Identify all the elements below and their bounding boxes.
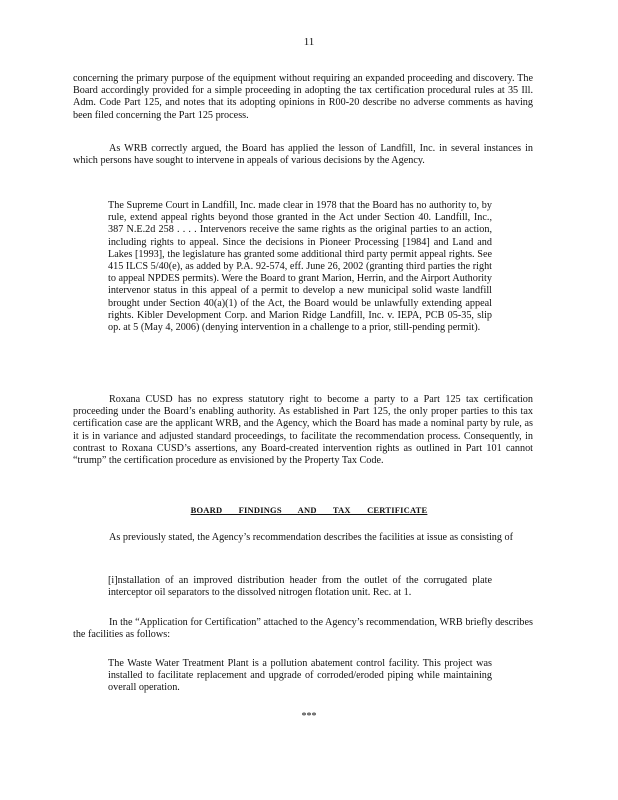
- section-break-stars: ***: [301, 711, 317, 722]
- page-number: 11: [303, 36, 315, 48]
- paragraph-roxana-cusd: Roxana CUSD has no express statutory right to become a party to a Part 125 tax certification proceeding under the Board’s enabling authority. As established in Part 125, the only proper parties to this tax certification case are the applicant WRB, and the Agency, which the Board has made a nominal party by rule, as it is in variance and adjusted standard proceedings, to facilitate the recommendation process. Consequently, in contrast to Roxana CUSD’s assertions, any Board-created intervention rights as outlined in Part 101 cannot “trump” the certification procedure as envisioned by the Property Tax Code.: [73, 394, 533, 467]
- block-quote-waste-water-plant: The Waste Water Treatment Plant is a pollution abatement control facility. This project was installed to facilitate replacement and upgrade of corroded/eroded piping while maintaining overall operation.: [108, 658, 492, 694]
- block-quote-installation: [i]nstallation of an improved distribution header from the outlet of the corrugated plate interceptor oil separators to the dissolved nitrogen flotation unit. Rec. at 1.: [108, 575, 492, 599]
- paragraph-agency-recommendation: As previously stated, the Agency’s recommendation describes the facilities at issue as consisting of: [109, 532, 514, 543]
- paragraph-certification-process: concerning the primary purpose of the equipment without requiring an expanded proceeding and discovery. The Board accordingly provided for a simple proceeding in adopting the tax certification procedural rules at 35 Ill. Adm. Code Part 125, and notes that its adopting opinions in R00-20 describe no adverse comments as having been filed concerning the Part 125 process.: [73, 73, 533, 121]
- section-heading: BOARD FINDINGS AND TAX CERTIFICATE: [190, 505, 428, 515]
- paragraph-landfill-lesson: As WRB correctly argued, the Board has applied the lesson of Landfill, Inc. in several instances in which persons have sought to intervene in appeals of various decisions by the Agency.: [73, 143, 533, 167]
- paragraph-application-certification: In the “Application for Certification” attached to the Agency’s recommendation, WRB briefly describes the facilities as follows:: [73, 617, 533, 641]
- block-quote-supreme-court: The Supreme Court in Landfill, Inc. made clear in 1978 that the Board has no authority to, by rule, extend appeal rights beyond those granted in the Act under Section 40. Landfill, Inc., 387 N.E.2d 258 . . . . Intervenors receive the same rights as the original parties to an action, including rights to appeal. Since the decisions in Pioneer Processing [1984] and Land and Lakes [1993], the legislature has granted some additional third party permit appeal rights. See 415 ILCS 5/40(e), as added by P.A. 92-574, eff. June 26, 2002 (granting third parties the right to appeal NPDES permits). Were the Board to grant Marion, Herrin, and the Airport Authority intervenor status in this appeal of a permit to develop a new municipal solid waste landfill brought under Section 40(a)(1) of the Act, the Board would be unlawfully extending appeal rights. Kibler Development Corp. and Marion Ridge Landfill, Inc. v. IEPA, PCB 05-35, slip op. at 5 (May 4, 2006) (denying intervention in a challenge to a prior, still-pending permit).: [108, 200, 492, 334]
